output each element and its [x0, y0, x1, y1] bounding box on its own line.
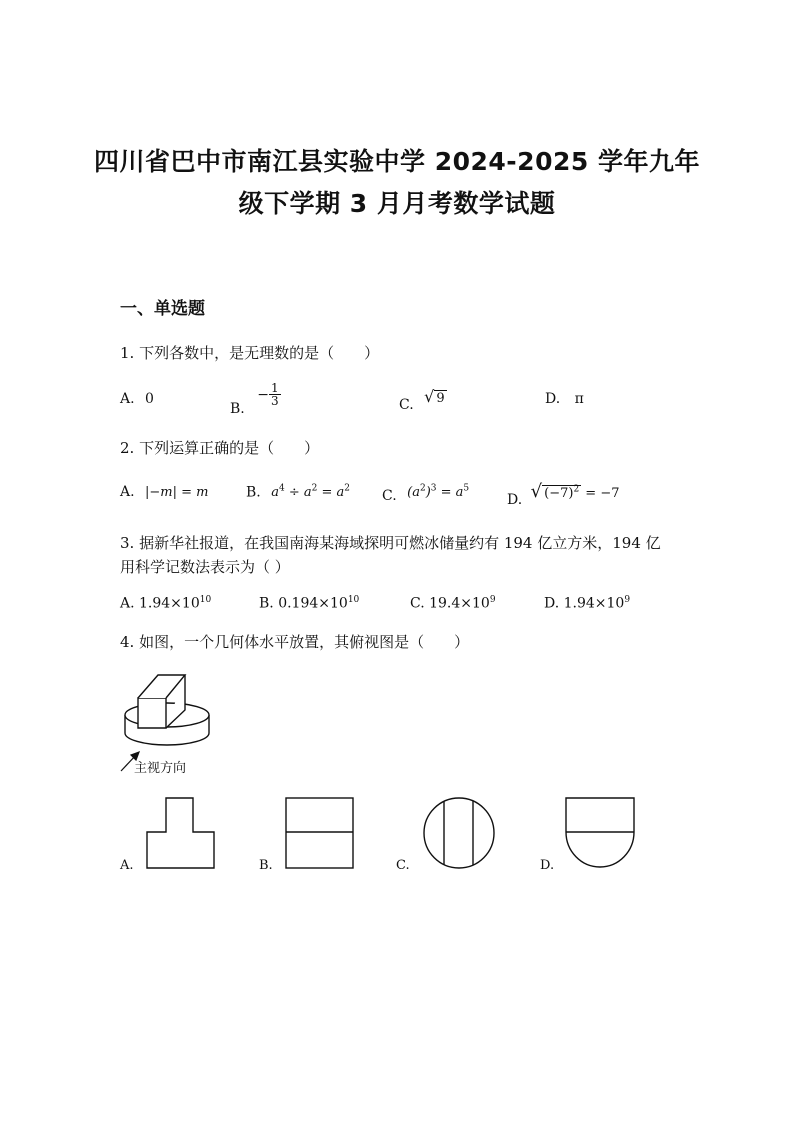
option-c-figure: [421, 796, 497, 870]
c-equals: = a: [436, 485, 464, 501]
option-c-exp: 9: [489, 595, 496, 605]
page-title-line-2: 级下学期 3 月月考数学试题: [238, 189, 556, 218]
b-exp-1: 4: [278, 484, 285, 494]
question-3-option-d: [544, 595, 630, 612]
option-a-expression: |−m| = m: [145, 485, 209, 500]
direction-label: 主视方向: [134, 761, 187, 776]
d-equals: = −7: [581, 486, 620, 501]
question-1-option-c: [399, 387, 447, 413]
option-b-label: B.: [246, 484, 261, 501]
question-1-option-b: [230, 381, 281, 417]
question-2-option-b: [246, 484, 350, 500]
option-a-value: 0: [145, 391, 154, 407]
option-c-label: C.: [399, 397, 414, 413]
c-close: ): [425, 485, 431, 501]
fraction-denominator: 3: [270, 394, 279, 408]
b-exp-3: 2: [344, 484, 351, 494]
question-1-stem: 1. 下列各数中，是无理数的是（ ）: [120, 344, 380, 362]
question-2-stem: 2. 下列运算正确的是（ ）: [120, 439, 320, 457]
question-3-option-c: [410, 595, 496, 612]
question-3-option-a: [120, 595, 211, 612]
c-exp-result: 5: [463, 484, 470, 494]
option-b-fraction: [269, 382, 281, 407]
question-3-stem-line-2: 用科学记数法表示为（ ）: [120, 558, 290, 576]
option-a-figure: [145, 796, 217, 870]
question-2-option-d: [507, 481, 620, 508]
option-d-label: D.: [545, 391, 561, 407]
option-a-label: A.: [120, 484, 135, 500]
question-1-option-d: [545, 391, 584, 407]
option-d-text: D. 1.94×10: [544, 595, 625, 612]
option-d-label: D.: [507, 492, 523, 508]
c-open: (a: [407, 485, 420, 501]
option-b-text: B. 0.194×10: [259, 595, 348, 612]
question-3-stem-line-1: 3. 据新华社报道，在我国南海某海域探明可燃冰储量约有 194 亿立方米，194 亿: [120, 534, 661, 552]
option-c-text: C. 19.4×10: [410, 595, 490, 612]
option-d-value: π: [574, 391, 584, 407]
option-b-sign: −: [257, 386, 269, 403]
option-a-label: A.: [120, 391, 135, 407]
option-a-exp: 10: [199, 595, 212, 605]
b-operator: ÷: [284, 485, 304, 501]
question-2-option-a: [120, 484, 208, 500]
question-2-option-c: [382, 484, 470, 505]
question-4-option-a-label: A.: [120, 858, 134, 873]
c-exp-outer: 3: [430, 484, 437, 494]
question-3-option-b: [259, 595, 359, 612]
b-exp-2: 2: [311, 484, 318, 494]
option-d-figure: [564, 796, 638, 872]
c-exp-inner: 2: [419, 484, 426, 494]
question-4-option-c-label: C.: [396, 858, 410, 873]
fraction-numerator: 1: [270, 381, 279, 395]
section-header-single-choice: 一、单选题: [120, 299, 205, 319]
question-4-option-d-label: D.: [540, 858, 555, 873]
d-radicand: (−7): [544, 486, 574, 501]
question-1-option-a: [120, 391, 154, 407]
d-exp: 2: [573, 484, 580, 495]
b-base-2: a: [303, 485, 312, 501]
page-title-line-1: 四川省巴中市南江县实验中学 2024-2025 学年九年: [94, 147, 700, 176]
question-4-option-b-label: B.: [259, 858, 273, 873]
b-base-1: a: [271, 485, 279, 501]
sqrt-icon: √: [530, 481, 543, 502]
option-a-text: A. 1.94×10: [120, 595, 200, 612]
option-b-label: B.: [230, 400, 245, 417]
option-c-label: C.: [382, 488, 397, 505]
option-b-figure: [284, 796, 356, 870]
option-b-exp: 10: [347, 595, 360, 605]
sqrt-icon: √: [424, 387, 435, 406]
option-d-exp: 9: [624, 595, 631, 605]
question-4-stem: 4. 如图，一个几何体水平放置，其俯视图是（ ）: [120, 633, 470, 651]
option-c-radicand: 9: [436, 391, 445, 406]
b-equals: = a: [317, 485, 345, 501]
